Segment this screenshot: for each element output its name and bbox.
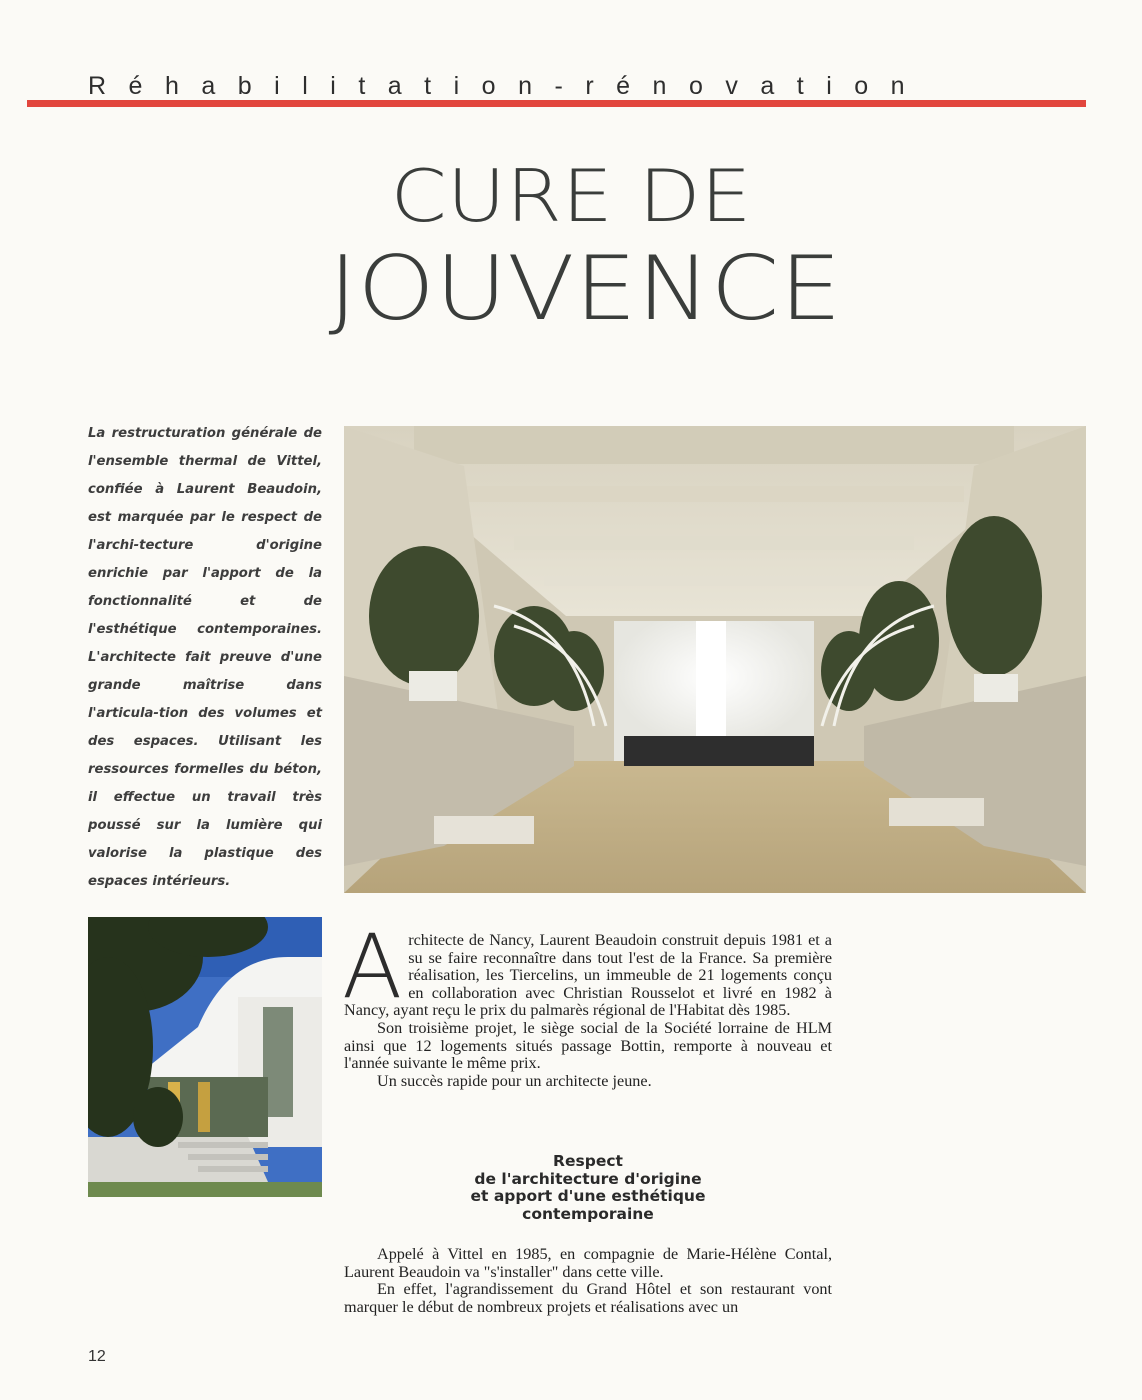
article-body-bottom (344, 1246, 832, 1316)
subheading (344, 1153, 832, 1223)
subheading-line-4: contemporaine (522, 1204, 654, 1223)
drop-cap: A (342, 915, 403, 1018)
paragraph-1-text: rchitecte de Nancy, Laurent Beaudoin construit depuis 1981 et a su se faire reconnaître dans tout l'est de la France. Sa première réalisation, les Tiercelins, un immeuble de 21 logements conçu en collaboration avec Christian Rousselot et livré en 1982 à Nancy, ayant reçu le prix du palmarès régional de l'Habitat dès 1985. (344, 931, 832, 1020)
red-rule (27, 100, 1086, 107)
subheading-line-1: Respect (553, 1152, 623, 1170)
article-body-top (342, 915, 832, 1090)
hall-interior-photo (344, 426, 1086, 893)
subheading-line-2: de l'architecture d'origine (474, 1169, 702, 1188)
headline-line-1: CURE DE (390, 154, 752, 238)
page-number: 12 (88, 1348, 106, 1365)
paragraph-2: Son troisième projet, le siège social de la Société lorraine de HLM ainsi que 12 logements situés passage Bottin, remporte à nouveau et l'année suivante le même prix. (344, 1018, 832, 1073)
paragraph-3: Un succès rapide pour un architecte jeune. (377, 1071, 652, 1090)
paragraph-4: Appelé à Vittel en 1985, en compagnie de Marie-Hélène Contal, Laurent Beaudoin va "s'installer" dans cette ville. (344, 1245, 832, 1281)
subheading-line-3: et apport d'une esthétique (470, 1187, 706, 1205)
paragraph-5: En effet, l'agrandissement du Grand Hôtel et son restaurant vont marquer le début de nombreux projets et réalisations avec un (344, 1280, 832, 1316)
paragraph-1 (342, 915, 832, 1020)
exterior-facade-photo (88, 917, 322, 1197)
section-rubric: Réhabilitation-rénovation (88, 72, 928, 100)
headline-line-2: JOUVENCE (328, 237, 842, 340)
intro-paragraph: La restructuration générale de l'ensemble thermal de Vittel, confiée à Laurent Beaudoin, est marquée par le respect de l'archi-tecture d'origine enrichie par l'apport de la fonctionnalité et de l'esthétique contemporaines. L'architecte fait preuve d'une grande maîtrise dans l'articula-tion des volumes et des espaces. Utilisant les ressources formelles du béton, il effectue un travail très poussé sur la lumière qui valorise la plastique des espaces intérieurs. (88, 426, 322, 889)
